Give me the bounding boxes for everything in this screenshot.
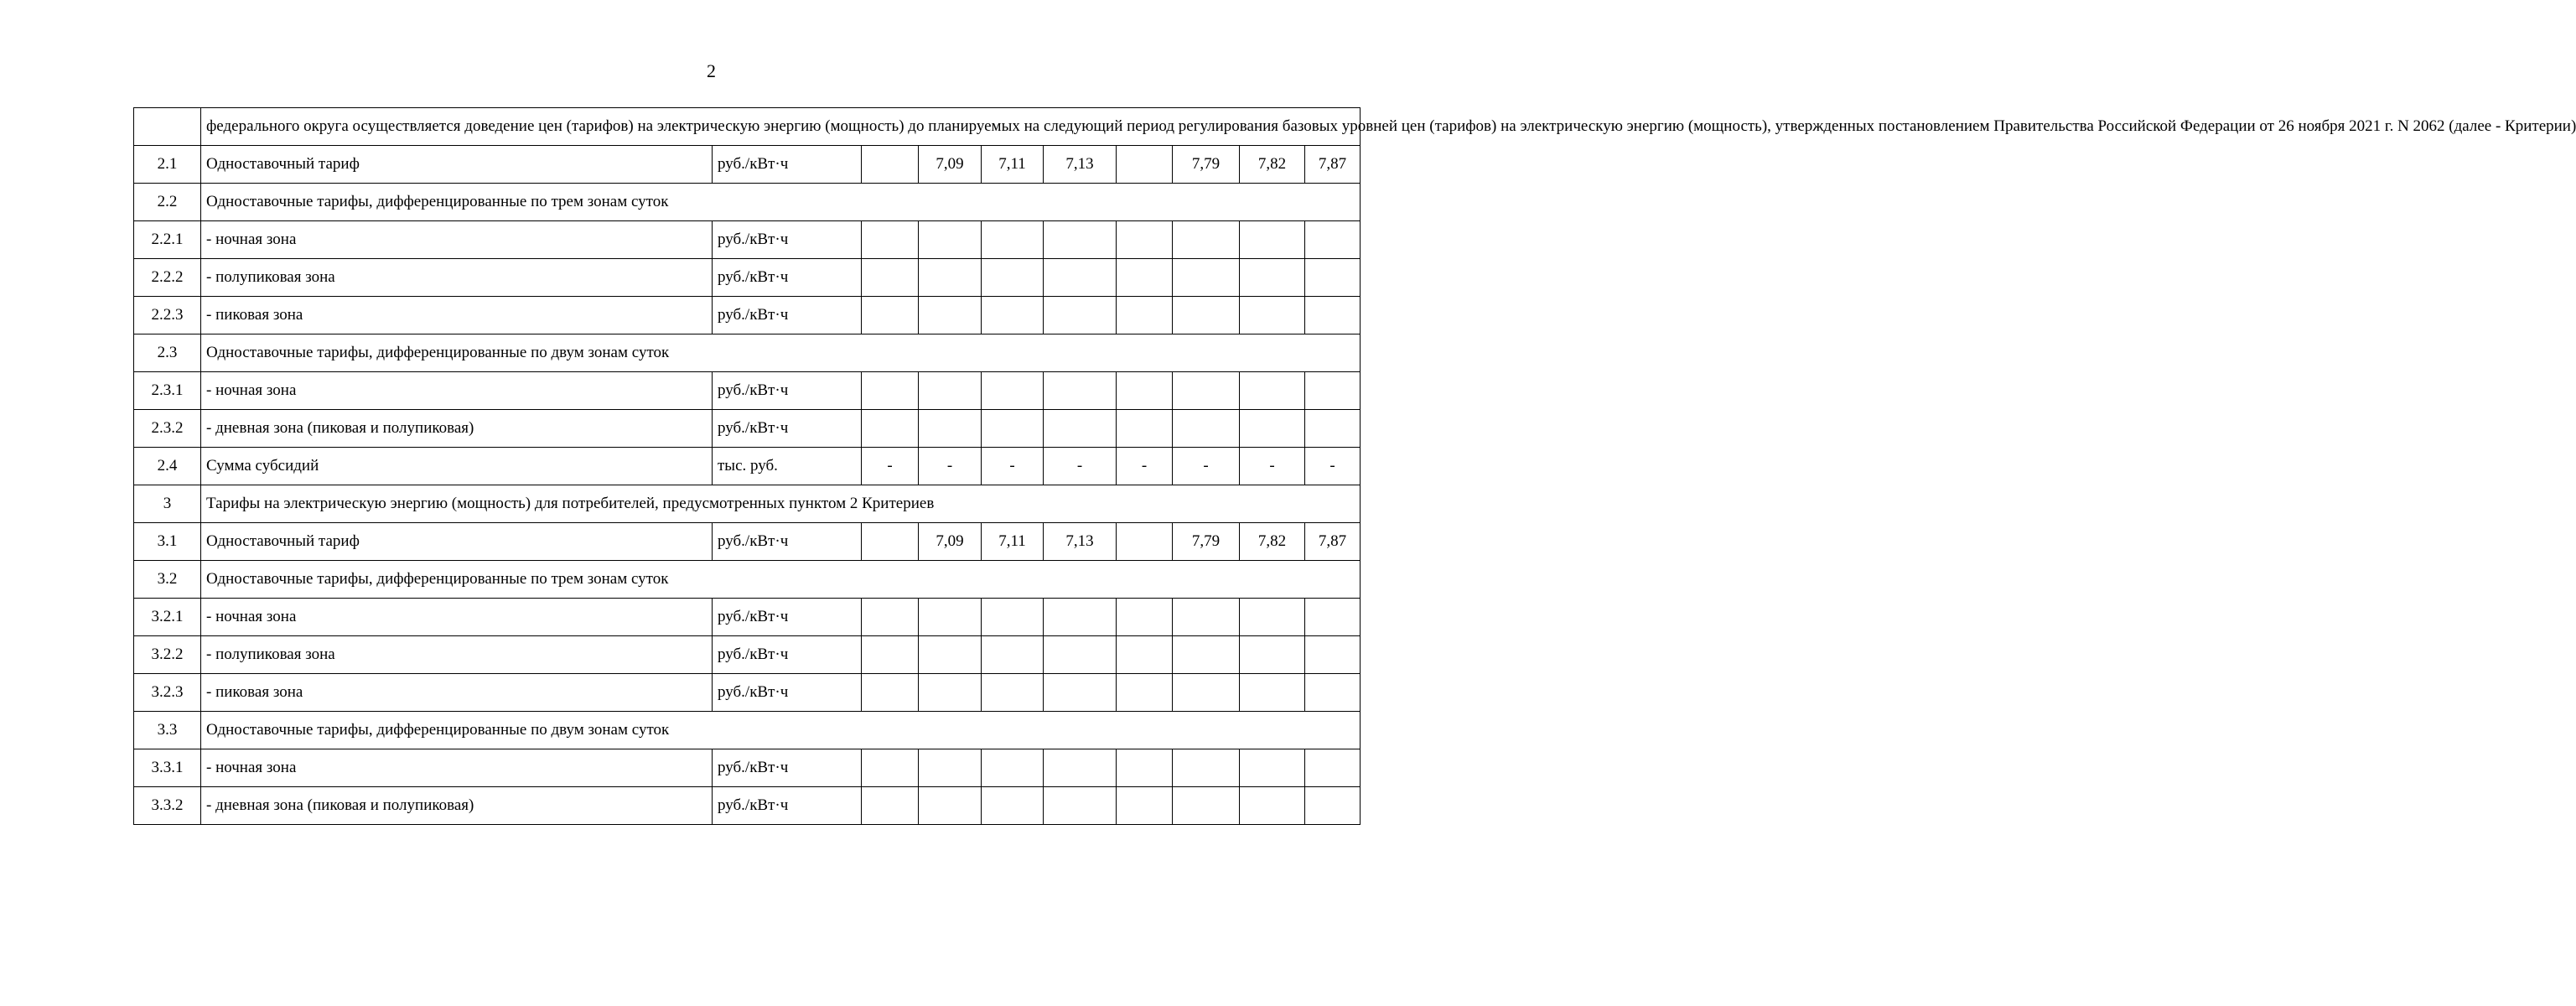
row-label: - пиковая зона xyxy=(201,297,713,334)
value-cell xyxy=(982,259,1044,297)
value-cell xyxy=(919,259,982,297)
table-row xyxy=(134,146,1361,184)
row-label: - ночная зона xyxy=(201,749,713,787)
value-cell xyxy=(1044,636,1117,674)
value-cell xyxy=(1173,636,1240,674)
value-cell xyxy=(1044,259,1117,297)
value-cell xyxy=(1173,599,1240,636)
table-row xyxy=(134,523,1361,561)
value-cell xyxy=(919,749,982,787)
value-cell xyxy=(1044,372,1117,410)
row-label: - ночная зона xyxy=(201,221,713,259)
value-cell xyxy=(862,674,919,712)
value-cell xyxy=(1240,221,1305,259)
value-cell xyxy=(1305,636,1361,674)
value-cell xyxy=(862,410,919,448)
value-cell xyxy=(1173,749,1240,787)
value-cell xyxy=(862,523,919,561)
value-cell xyxy=(1240,674,1305,712)
value-cell xyxy=(1117,599,1173,636)
value-cell xyxy=(982,749,1044,787)
table-row xyxy=(134,410,1361,448)
intro-text: федерального округа осуществляется доведение цен (тарифов) на электрическую энергию (мощность) до планируемых на следующий период регулирования базовых уровней цен (тарифов) на электрическую энергию (мощность), утвержденных постановлением Правительства Российской Федерации от 26 ноября 2021 г. N 2062 (далее - Критерии) xyxy=(201,108,1361,146)
table-row xyxy=(134,712,1361,749)
row-label: - ночная зона xyxy=(201,599,713,636)
value-cell xyxy=(1044,674,1117,712)
table-row xyxy=(134,448,1361,485)
value-cell xyxy=(919,674,982,712)
row-label: Одноставочные тарифы, дифференцированные по двум зонам суток xyxy=(201,712,1361,749)
row-label: - дневная зона (пиковая и полупиковая) xyxy=(201,410,713,448)
row-unit: руб./кВт·ч xyxy=(713,410,862,448)
row-unit: руб./кВт·ч xyxy=(713,636,862,674)
value-cell xyxy=(1305,410,1361,448)
table-row xyxy=(134,334,1361,372)
value-cell: - xyxy=(1173,448,1240,485)
value-cell xyxy=(982,410,1044,448)
value-cell xyxy=(919,410,982,448)
table-row xyxy=(134,599,1361,636)
value-cell: 7,79 xyxy=(1173,146,1240,184)
value-cell xyxy=(919,787,982,825)
value-cell: 7,82 xyxy=(1240,523,1305,561)
row-label: - ночная зона xyxy=(201,372,713,410)
value-cell xyxy=(862,259,919,297)
row-number: 3.2.3 xyxy=(134,674,201,712)
value-cell xyxy=(1240,372,1305,410)
row-number: 3.3.1 xyxy=(134,749,201,787)
value-cell xyxy=(1305,599,1361,636)
value-cell xyxy=(1117,787,1173,825)
row-label: Сумма субсидий xyxy=(201,448,713,485)
row-number: 3.2.1 xyxy=(134,599,201,636)
value-cell xyxy=(1305,259,1361,297)
row-number: 3.2.2 xyxy=(134,636,201,674)
row-number: 2.4 xyxy=(134,448,201,485)
table-row xyxy=(134,561,1361,599)
table-row xyxy=(134,297,1361,334)
row-number: 2.3.2 xyxy=(134,410,201,448)
page-number: 2 xyxy=(707,60,716,81)
table-row xyxy=(134,184,1361,221)
value-cell xyxy=(982,674,1044,712)
table-row xyxy=(134,221,1361,259)
row-label: Одноставочные тарифы, дифференцированные по трем зонам суток xyxy=(201,561,1361,599)
value-cell xyxy=(1240,599,1305,636)
value-cell xyxy=(862,749,919,787)
value-cell xyxy=(862,297,919,334)
table-row xyxy=(134,787,1361,825)
value-cell: 7,13 xyxy=(1044,523,1117,561)
row-unit: руб./кВт·ч xyxy=(713,146,862,184)
value-cell: 7,87 xyxy=(1305,146,1361,184)
table-row xyxy=(134,485,1361,523)
row-label: - полупиковая зона xyxy=(201,259,713,297)
value-cell xyxy=(1117,297,1173,334)
value-cell xyxy=(1117,674,1173,712)
row-number: 3 xyxy=(134,485,201,523)
value-cell: - xyxy=(1240,448,1305,485)
row-number: 3.3.2 xyxy=(134,787,201,825)
row-number: 3.1 xyxy=(134,523,201,561)
value-cell xyxy=(1044,221,1117,259)
table-row xyxy=(134,749,1361,787)
value-cell xyxy=(1305,674,1361,712)
row-unit: руб./кВт·ч xyxy=(713,523,862,561)
row-unit: руб./кВт·ч xyxy=(713,599,862,636)
tariff-table xyxy=(133,107,2576,825)
value-cell xyxy=(862,636,919,674)
row-label: Тарифы на электрическую энергию (мощность) для потребителей, предусмотренных пунктом 2 Критериев xyxy=(201,485,1361,523)
row-unit: руб./кВт·ч xyxy=(713,259,862,297)
value-cell xyxy=(1173,787,1240,825)
row-label: - пиковая зона xyxy=(201,674,713,712)
value-cell xyxy=(862,787,919,825)
value-cell xyxy=(1305,749,1361,787)
value-cell: - xyxy=(862,448,919,485)
row-number: 2.2.1 xyxy=(134,221,201,259)
value-cell xyxy=(1044,599,1117,636)
row-number: 2.2.3 xyxy=(134,297,201,334)
value-cell xyxy=(1173,674,1240,712)
value-cell xyxy=(1240,410,1305,448)
value-cell xyxy=(862,221,919,259)
table-row xyxy=(134,372,1361,410)
value-cell: 7,82 xyxy=(1240,146,1305,184)
row-label: Одноставочный тариф xyxy=(201,523,713,561)
value-cell xyxy=(1117,146,1173,184)
value-cell xyxy=(1305,221,1361,259)
value-cell xyxy=(1117,410,1173,448)
value-cell xyxy=(1305,372,1361,410)
value-cell xyxy=(982,297,1044,334)
table-row xyxy=(134,636,1361,674)
intro-num-cell xyxy=(134,108,201,146)
value-cell xyxy=(1173,372,1240,410)
value-cell: - xyxy=(1117,448,1173,485)
value-cell xyxy=(1240,297,1305,334)
row-number: 2.2.2 xyxy=(134,259,201,297)
value-cell xyxy=(1305,787,1361,825)
value-cell xyxy=(919,599,982,636)
value-cell xyxy=(1044,787,1117,825)
value-cell xyxy=(1240,636,1305,674)
value-cell xyxy=(982,636,1044,674)
value-cell xyxy=(862,146,919,184)
value-cell: - xyxy=(982,448,1044,485)
row-number: 2.2 xyxy=(134,184,201,221)
value-cell xyxy=(982,372,1044,410)
value-cell xyxy=(1044,749,1117,787)
value-cell xyxy=(1117,372,1173,410)
row-number: 2.3.1 xyxy=(134,372,201,410)
value-cell: - xyxy=(1305,448,1361,485)
value-cell xyxy=(1117,636,1173,674)
value-cell: 7,13 xyxy=(1044,146,1117,184)
value-cell xyxy=(862,372,919,410)
value-cell xyxy=(1044,410,1117,448)
row-unit: тыс. руб. xyxy=(713,448,862,485)
row-number: 2.1 xyxy=(134,146,201,184)
value-cell xyxy=(982,599,1044,636)
value-cell xyxy=(919,372,982,410)
value-cell: - xyxy=(1044,448,1117,485)
value-cell xyxy=(1117,259,1173,297)
value-cell xyxy=(1173,259,1240,297)
value-cell xyxy=(1044,297,1117,334)
row-unit: руб./кВт·ч xyxy=(713,749,862,787)
value-cell: - xyxy=(919,448,982,485)
row-label: - дневная зона (пиковая и полупиковая) xyxy=(201,787,713,825)
value-cell xyxy=(919,221,982,259)
value-cell xyxy=(862,599,919,636)
value-cell xyxy=(1117,523,1173,561)
value-cell: 7,11 xyxy=(982,146,1044,184)
row-label: Одноставочный тариф xyxy=(201,146,713,184)
row-label: - полупиковая зона xyxy=(201,636,713,674)
row-unit: руб./кВт·ч xyxy=(713,372,862,410)
value-cell xyxy=(1305,297,1361,334)
value-cell xyxy=(1173,297,1240,334)
value-cell: 7,11 xyxy=(982,523,1044,561)
value-cell xyxy=(1240,259,1305,297)
value-cell xyxy=(1117,749,1173,787)
row-unit: руб./кВт·ч xyxy=(713,787,862,825)
value-cell: 7,09 xyxy=(919,146,982,184)
row-unit: руб./кВт·ч xyxy=(713,221,862,259)
value-cell xyxy=(982,221,1044,259)
value-cell: 7,87 xyxy=(1305,523,1361,561)
value-cell xyxy=(1240,749,1305,787)
value-cell: 7,79 xyxy=(1173,523,1240,561)
row-number: 2.3 xyxy=(134,334,201,372)
row-label: Одноставочные тарифы, дифференцированные по трем зонам суток xyxy=(201,184,1361,221)
value-cell xyxy=(1173,221,1240,259)
row-number: 3.3 xyxy=(134,712,201,749)
value-cell xyxy=(982,787,1044,825)
value-cell: 7,09 xyxy=(919,523,982,561)
row-unit: руб./кВт·ч xyxy=(713,674,862,712)
intro-row xyxy=(134,108,1361,146)
table-row xyxy=(134,259,1361,297)
table-body xyxy=(134,108,2576,825)
value-cell xyxy=(919,297,982,334)
row-unit: руб./кВт·ч xyxy=(713,297,862,334)
row-number: 3.2 xyxy=(134,561,201,599)
value-cell xyxy=(1173,410,1240,448)
value-cell xyxy=(919,636,982,674)
value-cell xyxy=(1117,221,1173,259)
row-label: Одноставочные тарифы, дифференцированные по двум зонам суток xyxy=(201,334,1361,372)
value-cell xyxy=(1240,787,1305,825)
table-row xyxy=(134,674,1361,712)
